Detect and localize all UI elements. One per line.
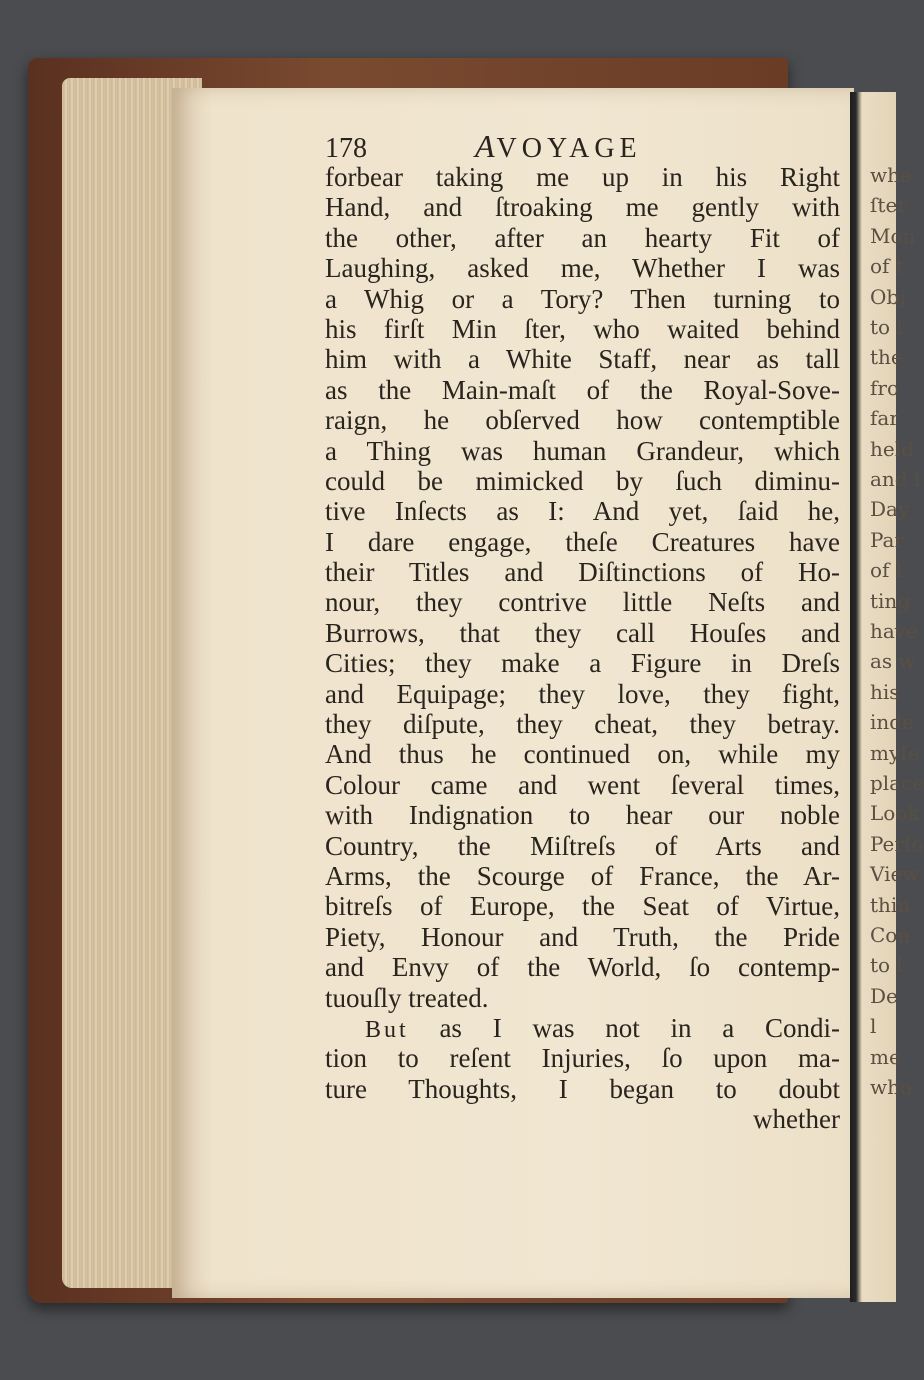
text-line: could be mimicked by ſuch diminu-: [325, 465, 840, 496]
facing-page-fragment: fro: [870, 375, 900, 400]
facing-page-fragment: thin: [870, 892, 911, 917]
text-line: ture Thoughts, I began to doubt: [325, 1073, 840, 1104]
text-line: a Whig or a Tory? Then turning to: [325, 283, 840, 314]
text-line: bitreſs of Europe, the Seat of Virtue,: [325, 891, 840, 922]
facing-page-fragment: l: [870, 1014, 877, 1039]
facing-page-fragment: Day: [870, 497, 910, 522]
text-line: Arms, the Scourge of France, the Ar-: [325, 860, 840, 891]
text-line: tion to reſent Injuries, ſo upon ma-: [325, 1043, 840, 1074]
facing-page-fragment: Par: [870, 527, 905, 552]
facing-page-fragment: as w: [870, 649, 916, 674]
text-line: Country, the Miſtreſs of Arts and: [325, 830, 840, 861]
facing-page-fragment: me: [870, 1044, 901, 1069]
facing-page-fragment: View: [870, 862, 920, 887]
paragraph-2-first-word: But: [365, 1016, 409, 1043]
text-line: Cities; they make a Figure in Dreſs: [325, 648, 840, 679]
facing-page-fragment: his: [870, 679, 900, 704]
text-line: they diſpute, they cheat, they betray.: [325, 709, 840, 740]
facing-page-fragment: of t: [870, 254, 904, 279]
facing-page-fragment: place: [870, 771, 924, 795]
text-line: And thus he continued on, while my: [325, 739, 840, 770]
text-line: nour, they contrive little Neſts and: [325, 587, 840, 618]
text-line: Colour came and went ſeveral times,: [325, 769, 840, 800]
text-line: as the Main-maſt of the Royal-Sove-: [325, 374, 840, 405]
text-line: their Titles and Diſtinctions of Ho-: [325, 557, 840, 588]
page-text: [325, 128, 840, 1135]
text-line: and Equipage; they love, they fight,: [325, 678, 840, 709]
facing-page-fragment: and l: [870, 467, 921, 491]
text-line: I dare engage, theſe Creatures have: [325, 526, 840, 557]
facing-page-fragment: Look: [870, 801, 920, 826]
facing-page-fragment: of l: [870, 558, 903, 583]
text-line: Burrows, that they call Houſes and: [325, 617, 840, 648]
text-line: a Thing was human Grandeur, which: [325, 435, 840, 466]
paragraph-2-first-line: [325, 1013, 840, 1043]
text-line: with Indignation to hear our noble: [325, 800, 840, 831]
text-line: his firſt Min ſter, who waited behind: [325, 313, 840, 344]
running-title-rest: VOYAGE: [496, 133, 642, 164]
running-title: [475, 128, 642, 165]
facing-page-fragment: to l: [870, 953, 903, 978]
facing-page-fragment: have: [870, 619, 918, 643]
facing-page-fragment: Mon: [870, 223, 916, 248]
running-header: [325, 128, 840, 162]
facing-page-fragment: Perſo: [870, 831, 924, 856]
facing-page-fragment: whe: [870, 163, 912, 187]
text-line: him with a White Staff, near as tall: [325, 344, 840, 375]
facing-page-fragment: to l: [870, 315, 903, 339]
facing-page-fragment: ſter: [870, 193, 907, 218]
facing-page-fragment: Con: [870, 923, 911, 947]
paragraph-2-text: [325, 1043, 840, 1104]
text-line: tive Inſects as I: And yet, ſaid he,: [325, 496, 840, 527]
facing-page-fragment: who: [870, 1075, 913, 1099]
paragraph-2-first-line-rest: as I was not in a Condi-: [439, 1012, 840, 1043]
text-line: Piety, Honour and Truth, the Pride: [325, 921, 840, 952]
text-line: raign, he obſerved how contemptible: [325, 405, 840, 436]
facing-page-fragment: far: [870, 406, 899, 431]
text-line: the other, after an hearty Fit of: [325, 222, 840, 253]
facing-page-fragment: myſe: [870, 740, 920, 765]
facing-page-fragment: De: [870, 983, 898, 1008]
facing-page-fragment: ting: [870, 588, 911, 613]
text-line: tuouſly treated.: [325, 982, 489, 1013]
facing-page-fragment: held: [870, 436, 914, 461]
text-line: Hand, and ſtroaking me gently with: [325, 192, 840, 223]
text-line: forbear taking me up in his Right: [325, 162, 840, 192]
facing-page-fragment: inde: [870, 710, 914, 735]
text-line: Laughing, asked me, Whether I was: [325, 253, 840, 284]
text-line: and Envy of the World, ſo contemp-: [325, 952, 840, 983]
page-number: 178: [325, 133, 367, 164]
facing-page-fragment: the: [870, 345, 903, 370]
catchword: whether: [753, 1104, 840, 1135]
facing-page-fragment: Obj: [870, 284, 906, 309]
body-text: [325, 162, 840, 1013]
running-title-initial: A: [475, 128, 497, 164]
